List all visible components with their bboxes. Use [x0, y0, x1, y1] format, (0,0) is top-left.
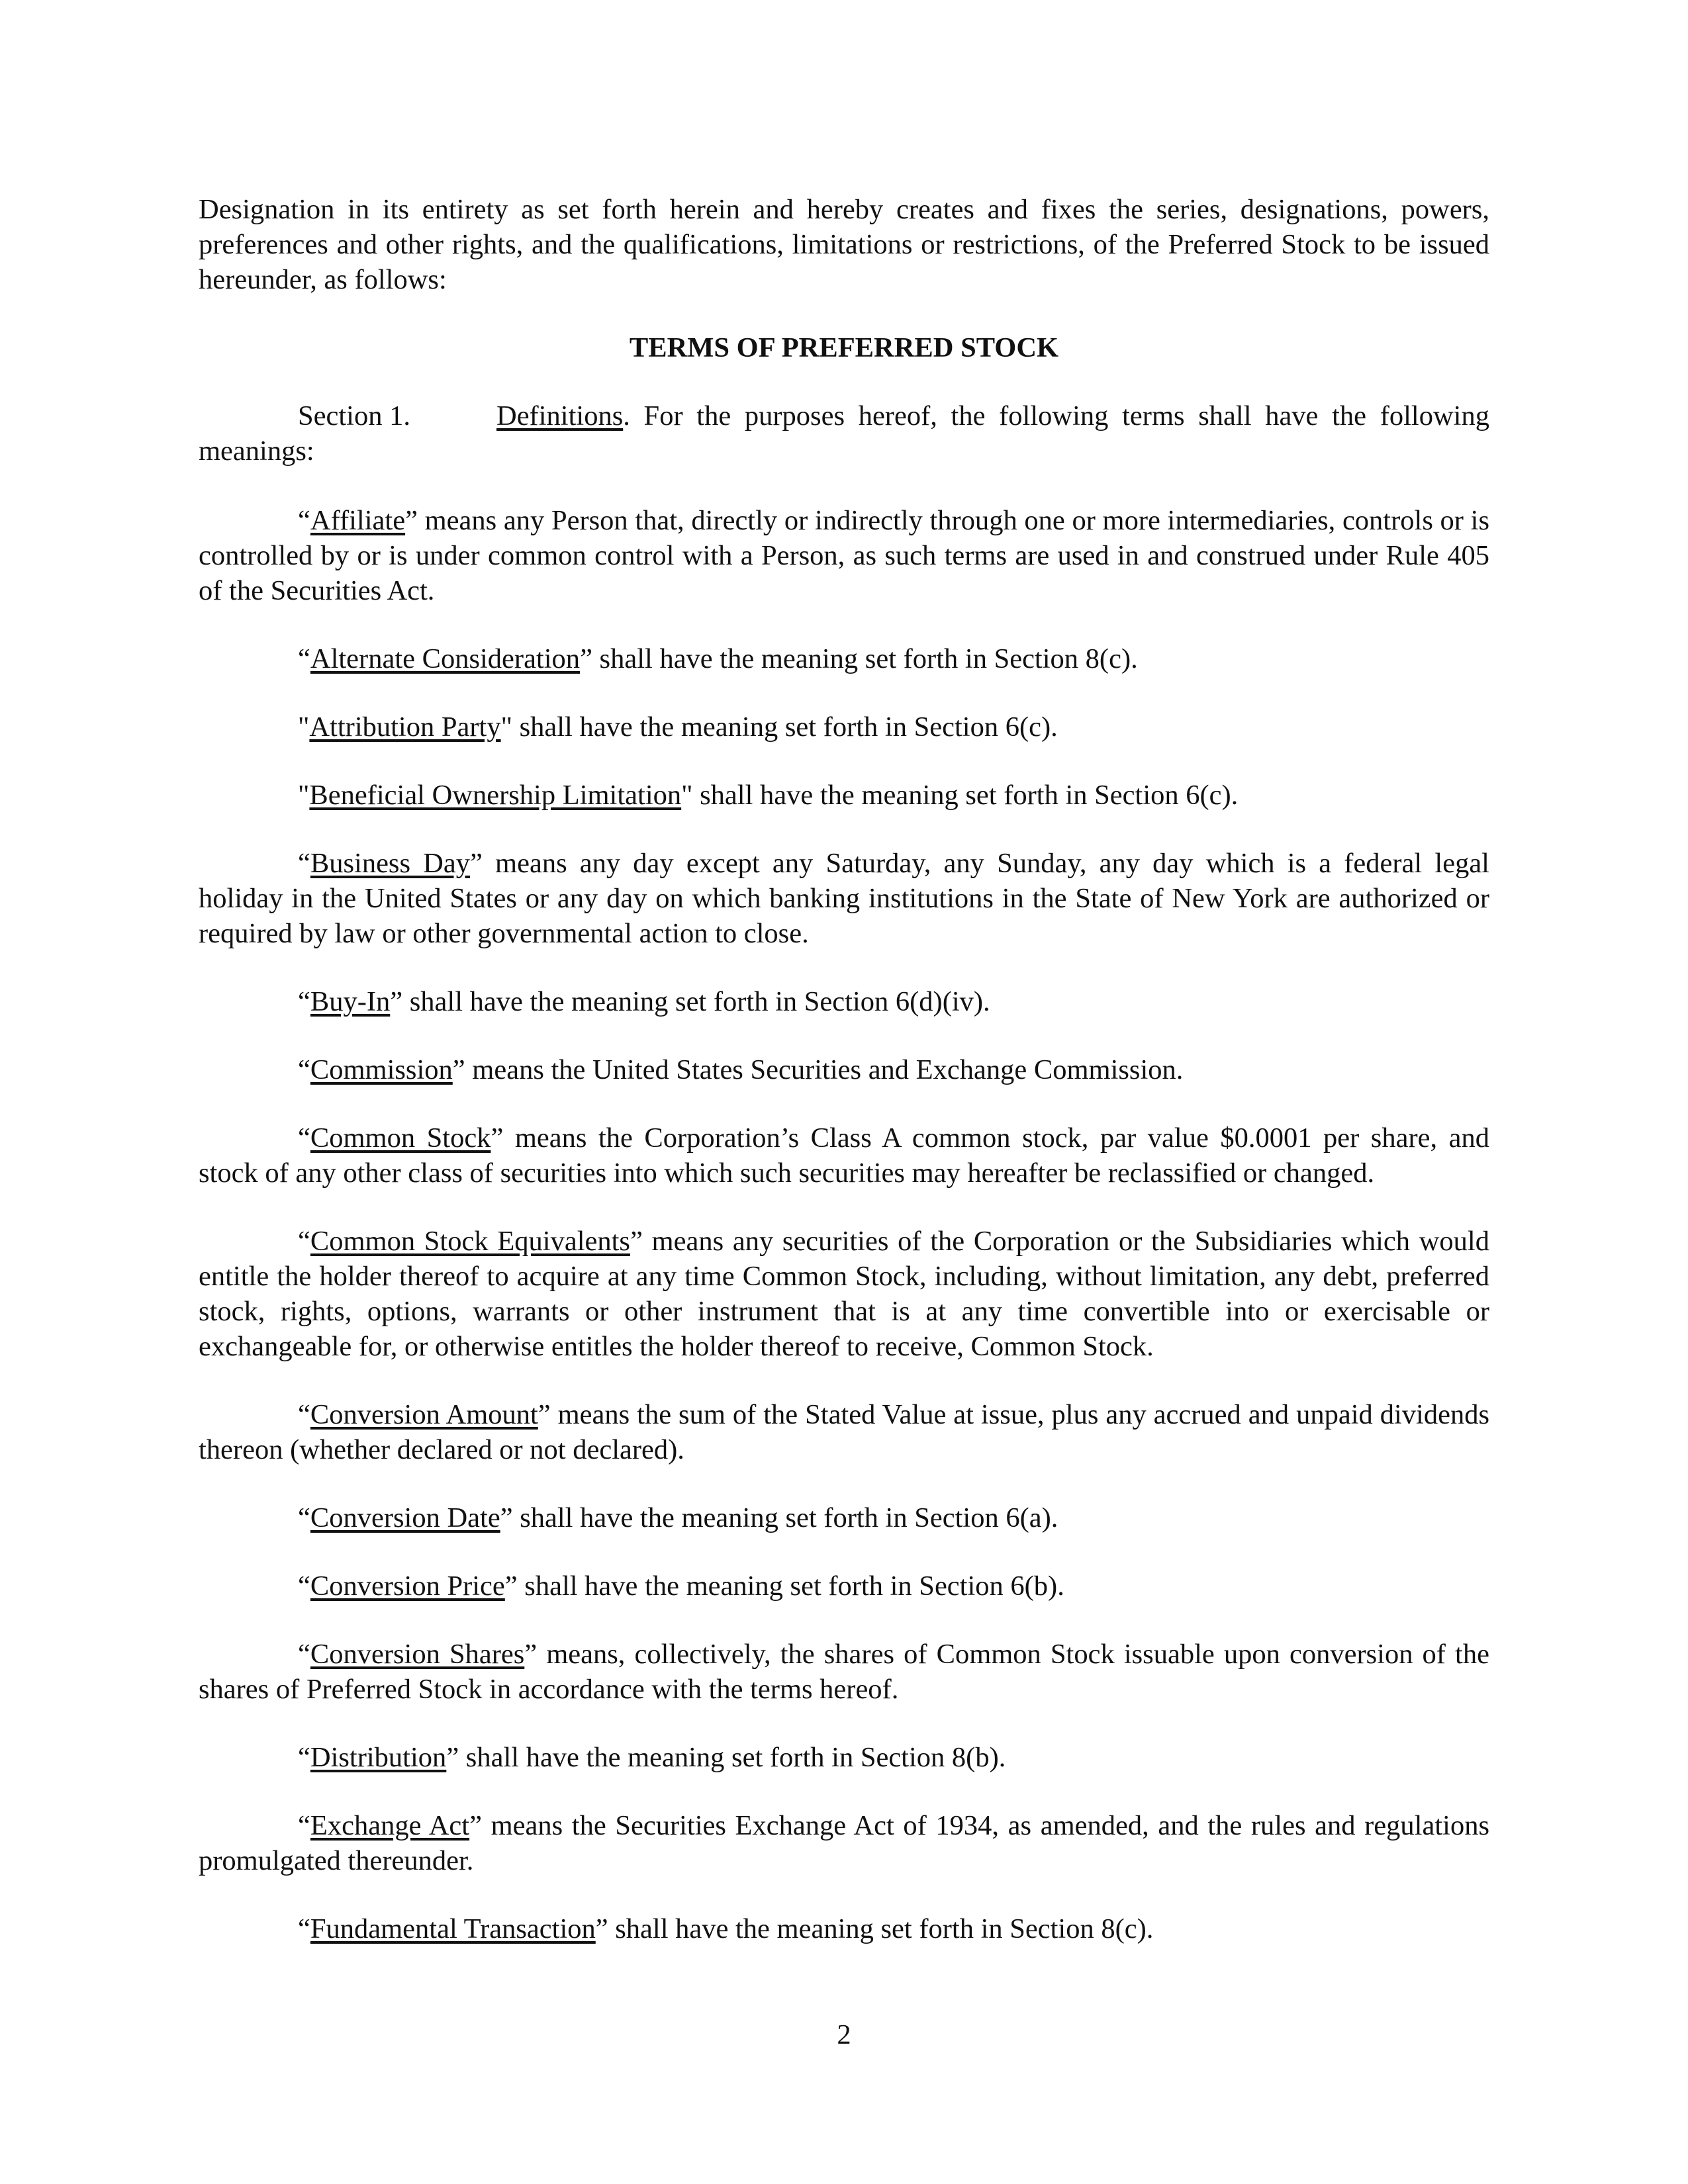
- definition-paragraph: "Attribution Party" shall have the meaning set forth in Section 6(c).: [298, 711, 1058, 743]
- definition-paragraph: “Exchange Act” means the Securities Exchange Act of 1934, as amended, and the rules and regulations promulgated thereunder.: [199, 1810, 1489, 1876]
- section-1-line: [199, 398, 1489, 433]
- defined-term: Common Stock: [310, 1122, 491, 1154]
- defined-term: Buy-In: [310, 986, 391, 1017]
- definition-paragraph: “Business Day” means any day except any Saturday, any Sunday, any day which is a federal legal holiday in the United States or any day on which banking institutions in the State of New York are authorized or required by law or other governmental action to close.: [199, 848, 1489, 949]
- intro-paragraph: Designation in its entirety as set forth herein and hereby creates and fixes the series, designations, powers, preferences and other rights, and the qualifications, limitations or restrictions, of the Preferred Stock to be issued hereunder, as follows:: [199, 194, 1489, 295]
- definition-paragraph: “Fundamental Transaction” shall have the meaning set forth in Section 8(c).: [298, 1913, 1154, 1944]
- definitions-list: [199, 503, 1489, 1946]
- definition-paragraph: “Alternate Consideration” shall have the meaning set forth in Section 8(c).: [298, 643, 1138, 674]
- defined-term: Exchange Act: [310, 1810, 470, 1841]
- definition-paragraph: “Common Stock Equivalents” means any securities of the Corporation or the Subsidiaries which would entitle the holder thereof to acquire at any time Common Stock, including, without limitation, any debt, preferred stock, rights, options, warrants or other instrument that is at any time convertible into or exercisable or exchangeable for, or otherwise entitles the holder thereof to receive, Common Stock.: [199, 1226, 1489, 1362]
- section-1-block: [199, 398, 1489, 469]
- defined-term: Beneficial Ownership Limitation: [309, 780, 682, 811]
- section-1-title: Definitions: [496, 400, 624, 432]
- defined-term: Conversion Shares: [310, 1639, 525, 1670]
- definition-paragraph: “Conversion Date” shall have the meaning set forth in Section 6(a).: [298, 1502, 1058, 1533]
- section-heading: TERMS OF PREFERRED STOCK: [629, 332, 1059, 363]
- definition-paragraph: “Conversion Amount” means the sum of the Stated Value at issue, plus any accrued and unpaid dividends thereon (whether declared or not declared).: [199, 1399, 1489, 1465]
- section-1-heading-text: [496, 398, 1489, 433]
- definition-paragraph: “Commission” means the United States Securities and Exchange Commission.: [298, 1054, 1184, 1085]
- section-1-continuation: meanings:: [199, 435, 314, 467]
- defined-term: Attribution Party: [309, 711, 501, 743]
- page-number: 2: [837, 2019, 851, 2050]
- defined-term: Conversion Amount: [310, 1399, 538, 1430]
- defined-term: Common Stock Equivalents: [310, 1226, 630, 1257]
- defined-term: Fundamental Transaction: [310, 1913, 596, 1944]
- definition-paragraph: “Conversion Price” shall have the meaning set forth in Section 6(b).: [298, 1570, 1064, 1602]
- definition-paragraph: "Beneficial Ownership Limitation" shall have the meaning set forth in Section 6(c).: [298, 780, 1239, 811]
- defined-term: Alternate Consideration: [310, 643, 581, 674]
- defined-term: Conversion Date: [310, 1502, 500, 1533]
- defined-term: Commission: [310, 1054, 453, 1085]
- definition-paragraph: “Common Stock” means the Corporation’s Class A common stock, par value $0.0001 per share, and stock of any other class of securities into which such securities may hereafter be reclassified or changed.: [199, 1122, 1489, 1189]
- defined-term: Business Day: [310, 848, 470, 879]
- definition-paragraph: “Conversion Shares” means, collectively, the shares of Common Stock issuable upon conversion of the shares of Preferred Stock in accordance with the terms hereof.: [199, 1639, 1489, 1705]
- document-body: [199, 192, 1489, 1979]
- section-1-text: . For the purposes hereof, the following terms shall have the following: [623, 400, 1489, 432]
- section-1-number: Section 1.: [298, 400, 410, 432]
- defined-term: Distribution: [310, 1742, 447, 1773]
- defined-term: Conversion Price: [310, 1570, 505, 1602]
- definition-paragraph: “Buy-In” shall have the meaning set forth in Section 6(d)(iv).: [298, 986, 990, 1017]
- defined-term: Affiliate: [310, 505, 406, 536]
- definition-paragraph: “Affiliate” means any Person that, directly or indirectly through one or more intermediaries, controls or is controlled by or is under common control with a Person, as such terms are used in and construed under Rule 405 of the Securities Act.: [199, 505, 1489, 606]
- definition-paragraph: “Distribution” shall have the meaning set forth in Section 8(b).: [298, 1742, 1006, 1773]
